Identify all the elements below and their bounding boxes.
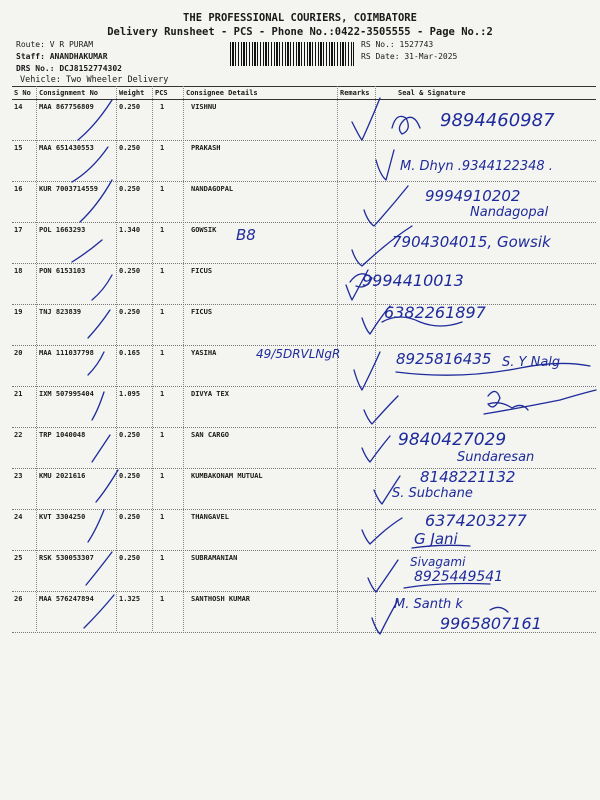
- cell-pcs: 1: [160, 472, 165, 480]
- cell-weight: 0.250: [119, 185, 141, 193]
- cell-consignee: SANTHOSH KUMAR: [191, 595, 251, 603]
- cell-pcs: 1: [160, 267, 165, 275]
- col-sno: S No: [14, 89, 31, 97]
- cell-pcs: 1: [160, 390, 165, 398]
- cell-weight: 1.325: [119, 595, 141, 603]
- cell-consignment: MAA 111037798: [39, 349, 94, 357]
- handwritten-name: Sivagami: [410, 555, 466, 569]
- handwritten-phone-name: 7904304015, Gowsik: [392, 233, 551, 251]
- cell-pcs: 1: [160, 226, 165, 234]
- route: Route: V R PURAM: [16, 40, 94, 49]
- cell-weight: 1.095: [119, 390, 141, 398]
- cell-sno: 17: [14, 226, 23, 234]
- company-title: THE PROFESSIONAL COURIERS, COIMBATORE: [183, 12, 417, 24]
- handwritten-address: 49/5DRVLNgR: [256, 347, 341, 361]
- cell-consignment: POL 1663293: [39, 226, 86, 234]
- rs-date: RS Date: 31-Mar-2025: [361, 52, 458, 61]
- vehicle: Vehicle: Two Wheeler Delivery: [20, 75, 169, 85]
- handwritten-phone: 8925449541: [414, 569, 504, 585]
- cell-consignment: MAA 576247894: [39, 595, 94, 603]
- cell-weight: 0.165: [119, 349, 141, 357]
- cell-weight: 0.250: [119, 472, 141, 480]
- cell-pcs: 1: [160, 513, 165, 521]
- cell-sno: 14: [14, 103, 23, 111]
- handwritten-name: Nandagopal: [470, 205, 549, 220]
- cell-consignee: FICUS: [191, 308, 213, 316]
- cell-sno: 25: [14, 554, 23, 562]
- cell-consignee: THANGAVEL: [191, 513, 229, 521]
- cell-consignment: PON 6153103: [39, 267, 86, 275]
- handwritten-phone: 9894460987: [440, 110, 555, 131]
- cell-pcs: 1: [160, 554, 165, 562]
- cell-sno: 22: [14, 431, 23, 439]
- cell-consignee: PRAKASH: [191, 144, 221, 152]
- handwritten-name-phone: M. Dhyn .9344122348 .: [400, 159, 553, 174]
- cell-consignment: TNJ 823839: [39, 308, 82, 316]
- header-top-rule: [12, 86, 596, 87]
- cell-weight: 0.250: [119, 144, 141, 152]
- handwritten-name: G Jani: [414, 530, 458, 548]
- drs-number: DRS No.: DCJ8152774302: [16, 64, 122, 73]
- barcode: [230, 42, 354, 66]
- cell-weight: 0.250: [119, 267, 141, 275]
- cell-consignment: RSK 530053307: [39, 554, 94, 562]
- handwritten-phone: 8148221132: [420, 468, 516, 486]
- rs-number: RS No.: 1527743: [361, 40, 434, 49]
- col-seal: Seal & Signature: [398, 89, 466, 97]
- handwritten-phone: 8925816435: [396, 350, 492, 368]
- col-consignment: Consignment No: [39, 89, 99, 97]
- cell-sno: 20: [14, 349, 23, 357]
- col-pcs: PCS: [155, 89, 168, 97]
- handwritten-name: S. Subchane: [392, 486, 473, 501]
- cell-consignee: YASIHA: [191, 349, 217, 357]
- handwritten-name: Sundaresan: [457, 450, 535, 465]
- cell-consignee: DIVYA TEX: [191, 390, 229, 398]
- cell-weight: 0.250: [119, 513, 141, 521]
- cell-sno: 23: [14, 472, 23, 480]
- cell-consignment: KMU 2021616: [39, 472, 86, 480]
- cell-consignment: IXM 507995404: [39, 390, 94, 398]
- cell-weight: 1.340: [119, 226, 141, 234]
- table-row: [0, 304, 600, 345]
- cell-consignee: GOWSIK: [191, 226, 217, 234]
- cell-sno: 24: [14, 513, 23, 521]
- handwritten-phone: 6382261897: [384, 303, 486, 322]
- cell-consignment: KVT 3304250: [39, 513, 86, 521]
- handwritten-name: M. Santh k: [394, 597, 463, 612]
- handwritten-phone: 6374203277: [425, 511, 527, 530]
- handwritten-note: B8: [236, 226, 256, 244]
- handwritten-phone: 9965807161: [440, 614, 542, 633]
- handwritten-phone: 9994410013: [362, 271, 464, 290]
- cell-consignee: VISHNU: [191, 103, 217, 111]
- table-row: [0, 263, 600, 304]
- cell-sno: 16: [14, 185, 23, 193]
- cell-weight: 0.250: [119, 103, 141, 111]
- staff: Staff: ANANDHAKUMAR: [16, 52, 108, 61]
- cell-consignee: FICUS: [191, 267, 213, 275]
- cell-weight: 0.250: [119, 431, 141, 439]
- cell-pcs: 1: [160, 431, 165, 439]
- cell-consignee: SAN CARGO: [191, 431, 229, 439]
- handwritten-name: S. Y Nalg: [502, 355, 561, 370]
- runsheet-title: Delivery Runsheet - PCS - Phone No.:0422-3505555 - Page No.:2: [107, 26, 493, 38]
- cell-pcs: 1: [160, 308, 165, 316]
- cell-consignment: KUR 7003714559: [39, 185, 99, 193]
- handwritten-phone: 9840427029: [398, 430, 507, 450]
- cell-consignee: NANDAGOPAL: [191, 185, 234, 193]
- cell-consignment: MAA 867756809: [39, 103, 94, 111]
- cell-pcs: 1: [160, 103, 165, 111]
- cell-weight: 0.250: [119, 554, 141, 562]
- cell-sno: 18: [14, 267, 23, 275]
- cell-consignee: KUMBAKONAM MUTUAL: [191, 472, 263, 480]
- cell-sno: 21: [14, 390, 23, 398]
- cell-sno: 26: [14, 595, 23, 603]
- cell-consignment: MAA 651430553: [39, 144, 94, 152]
- cell-sno: 15: [14, 144, 23, 152]
- cell-consignment: TRP 1040048: [39, 431, 86, 439]
- cell-pcs: 1: [160, 595, 165, 603]
- cell-pcs: 1: [160, 144, 165, 152]
- table-row: [0, 550, 600, 591]
- cell-consignee: SUBRAMANIAN: [191, 554, 238, 562]
- cell-pcs: 1: [160, 185, 165, 193]
- cell-weight: 0.250: [119, 308, 141, 316]
- handwritten-phone: 9994910202: [425, 187, 521, 205]
- cell-sno: 19: [14, 308, 23, 316]
- cell-pcs: 1: [160, 349, 165, 357]
- table-row: [0, 386, 600, 427]
- col-weight: Weight: [119, 89, 145, 97]
- col-remarks: Remarks: [340, 89, 370, 97]
- col-consignee: Consignee Details: [186, 89, 258, 97]
